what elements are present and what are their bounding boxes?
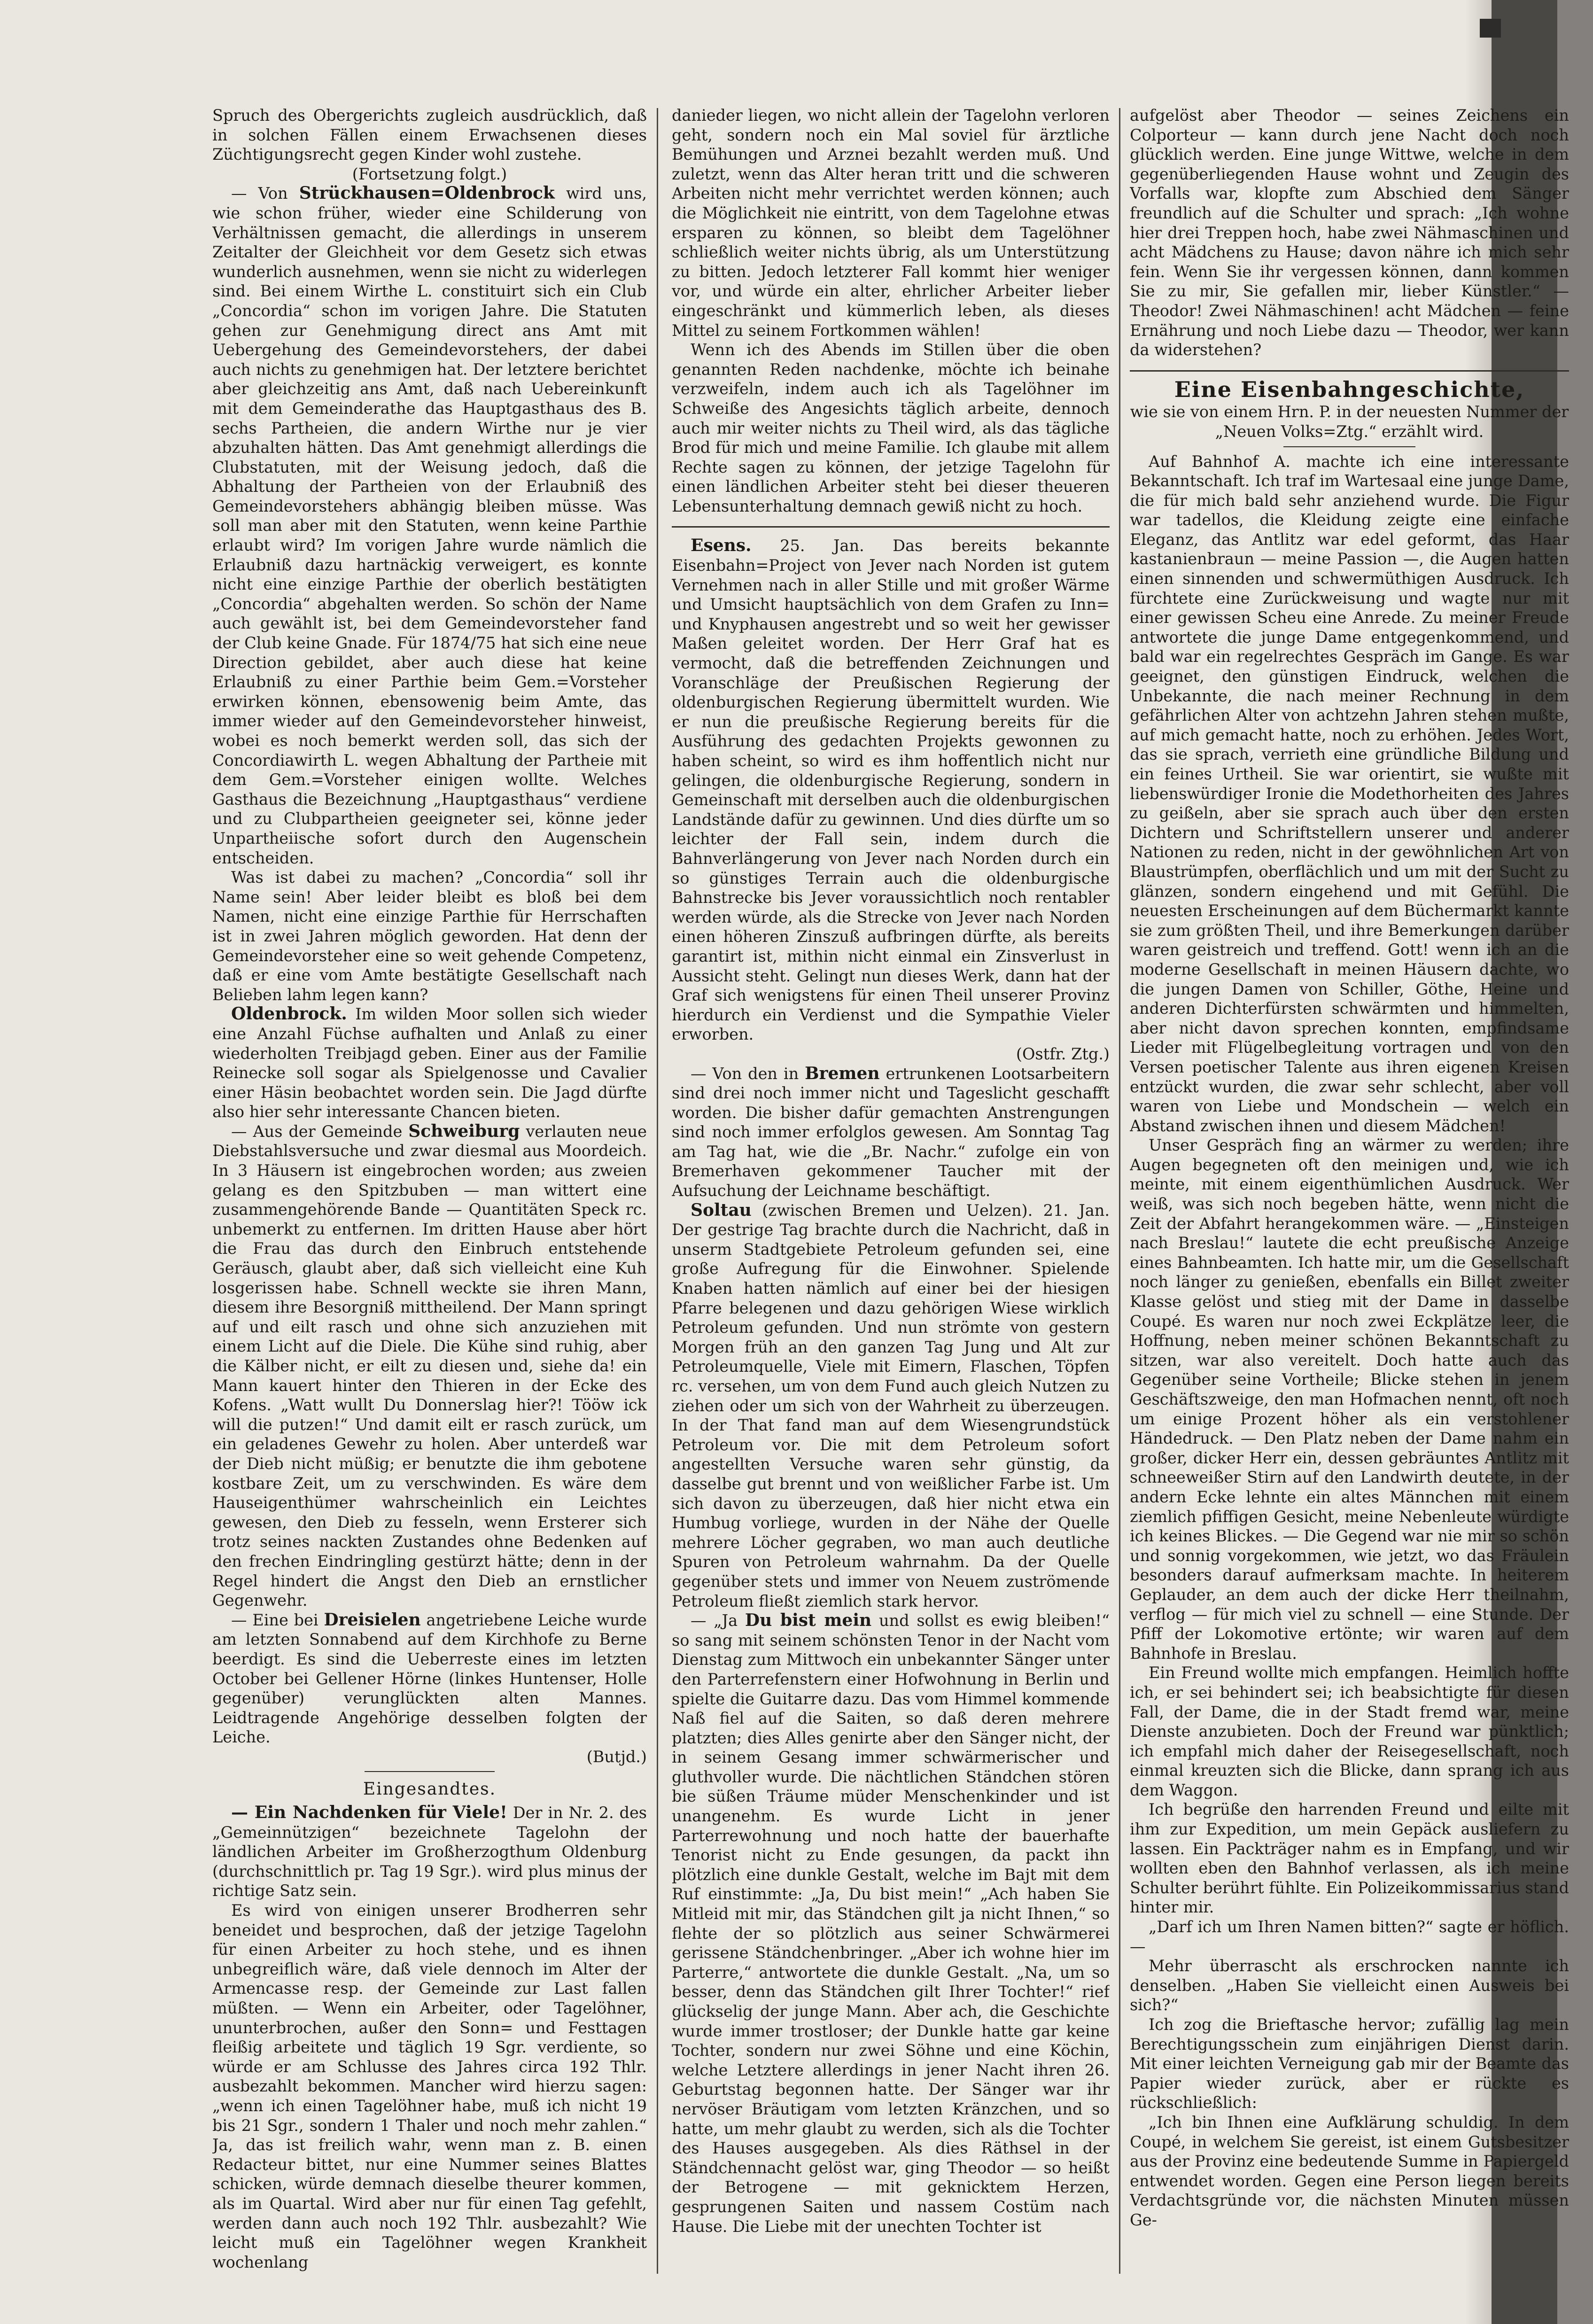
article-paragraph: Wenn ich des Abends im Stillen über die oben genannten Reden nachdenke, möchte ich beinahe verzweifeln, indem auch ich als Tagelöhner im Schweiße des Angesichts täglich arbeite, dennoch auch mir weiter nichts zu Theil wird, als das tägliche Brod für mich und meine Familie. Ich glaube mit allem Rechte sagen zu können, der jetzige Tagelohn für einen ländlichen Arbeiter steht bei dieser theueren Lebensunterhaltung demnach gewiß nicht zu hoch. xyxy=(672,341,1110,515)
article-title: Eine Eisenbahngeschichte, xyxy=(1174,376,1525,402)
article-paragraph: Mehr überrascht als erschrocken nannte ich denselben. „Haben Sie vielleicht einen Ausweis bei sich?“ xyxy=(1130,1957,1569,2014)
column-rule xyxy=(1119,108,1120,2274)
article-bremen xyxy=(672,1064,1110,1201)
article-schweiburg xyxy=(212,1122,647,1610)
article-text: (zwischen Bremen und Uelzen). 21. Jan. Der gestrige Tag brachte durch die Nachricht, daß in unserm Stadtgebiete Petroleum gefunden sei, eine große Aufregung für die Einwohner. Spielende Knaben hatten nämlich auf einer bei der hiesigen Pfarre belegenen und dazu gehörigen Wiese wirklich Petroleum gefunden. Und nun strömte von gestern Morgen früh an den ganzen Tag Jung und Alt zur Petroleumquelle, Viele mit Eimern, Flaschen, Töpfen rc. versehen, um von dem Fund auch gleich Nutzen zu ziehen oder um sich von der Wahrheit zu überzeugen. In der That fand man auf dem Wiesengrundstück Petroleum vor. Die mit dem Petroleum sofort angestellten Versuche waren sehr günstig, da dasselbe gut brennt und von weißlicher Farbe ist. Um sich davon zu überzeugen, daß hier nicht etwa ein Humbug vorliege, wurden in der Nähe der Quelle mehrere Löcher gegraben, wo man auch deutliche Spuren von Petroleum wahrnahm. Da der Quelle gegenüber stets und immer von Neuem zuströmende Petroleum fließt ziemlich stark hervor. xyxy=(672,1201,1110,1610)
place-heading: Esens. xyxy=(691,536,752,556)
article-subtitle: wie sie von einem Hrn. P. in der neuesten Nummer der „Neuen Volks=Ztg.“ erzählt wird. xyxy=(1130,403,1569,441)
article-dreisielen xyxy=(212,1610,647,1747)
article-text: 25. Jan. Das bereits bekannte Eisenbahn=Project von Jever nach Norden ist gutem Vernehmen nach in aller Stille und mit großer Wärme und Umsicht hauptsächlich von dem Grafen zu Inn= und Knyphausen angestrebt und so weit her gewisser Maßen geleitet worden. Der Herr Graf hat es vermocht, daß die betreffenden Zeichnungen und Voranschläge der Preußischen Regierung der oldenburgischen Regierung übermittelt wurden. Wie er nun die preußische Regierung bereits für die Ausführung des gedachten Projekts gewonnen zu haben scheint, so wird es ihm hoffentlich nicht nur gelingen, die oldenburgische Regierung, sondern in Gemeinschaft mit derselben auch die oldenburgischen Landstände dafür zu gewinnen. Und dies dürfte um so leichter der Fall sein, indem durch die Bahnverlängerung von Jever nach Norden durch ein so günstiges Terrain auch die oldenburgische Bahnstrecke bis Jever voraussichtlich noch rentabler werden würde, als die Strecke von Jever nach Norden einen höheren Zinszuß aufbringen dürfte, als bereits garantirt ist, mithin nicht einmal ein Zinsverlust in Aussicht steht. Gelingt nun dieses Werk, dann hat der Graf sich wenigstens für einen Theil unserer Provinz hierdurch ein Verdienst und die Sympathie Vieler erworben. xyxy=(672,536,1110,1044)
article-continuation: danieder liegen, wo nicht allein der Tagelohn verloren geht, sondern noch ein Mal soviel für ärztliche Bemühungen und Arznei bezahlt werden muß. Und zuletzt, wenn das Alter heran tritt und die schweren Arbeiten nicht mehr verrichtet werden können; auch die Möglichkeit nie eintritt, von dem Tagelohne etwas ersparen zu können, so bleibt dem Tagelöhner schließlich weiter nichts übrig, als um Unterstützung zu bitten. Jedoch letzterer Fall kommt hier weniger vor, und würde ein alter, ehrlicher Arbeiter lieber eingeschränkt und kümmerlich leben, als dieses Mittel zu seinem Fortkommen wählen! xyxy=(672,106,1110,340)
column-2 xyxy=(672,106,1110,2276)
article-text: und sollst es ewig bleiben!“ so sang mit seinem schönsten Tenor in der Nacht vom Dienstag zum Mittwoch ein unbekannter Sänger unter den Parterrefenstern einer Hofwohnung in Berlin und spielte die Guitarre dazu. Das vom Himmel kommende Naß fiel auf die Saiten, so daß deren mehrere platzten; dies Alles genirte aber den Sänger nicht, der in seinem Gesang immer schwärmerischer und gluthvoller wurde. Die nächtlichen Ständchen stören bie süßen Träume müder Menschenkinder und ist unangenehm. Es wurde Licht in jener Parterrewohnung und noch hatte der bauerhafte Tenorist nicht zu Ende gesungen, da packt ihn plötzlich eine dunkle Gestalt, welche im Bajt mit dem Ruf einstimmte: „Ja, Du bist mein!“ „Ach haben Sie Mitleid mit mir, das Ständchen gilt ja nicht Ihnen,“ so flehte der so plötzlich aus seiner Schwärmerei gerissene Ständchenbringer. „Aber ich wohne hier im Parterre,“ antwortete die dunkle Gestalt. „Na, um so besser, denn das Ständchen gilt Ihrer Tochter!“ rief glückselig der junge Mann. Aber ach, die Geschichte wurde immer trostloser; der Dunkle hatte gar keine Tochter, sondern nur zwei Söhne und eine Köchin, welche Letztere allerdings in jener Nacht ihren 26. Geburtstag begonnen hatte. Der Sänger war ihr nervöser Bräutigam vom letzten Kränzchen, und so hatte, um mehr glaubt zu werden, sich als die Tochter des Hauses ausgegeben. Als dies Räthsel in der Ständchennacht gelöst war, ging Theodor — so heißt der Betrogene — mit geknicktem Herzen, gesprungenen Saiten und nassem Costüm nach Hause. Die Liebe mit der unechten Tochter ist xyxy=(672,1611,1110,2236)
article-paragraph: Unser Gespräch fing an wärmer zu werden; ihre Augen begegneten oft den meinigen und, wie ich meinte, mit einem eigenthümlichen Ausdruck. Wer weiß, was sich noch begeben hätte, wenn nicht die Zeit der Abfahrt herangekommen wäre. — „Einsteigen nach Breslau!“ lautete die echt preußische Anzeige eines Bahnbeamten. Ich hatte mir, um die Gesellschaft noch länger zu genießen, ebenfalls ein Billet zweiter Klasse gelöst und stieg mit der Dame in dasselbe Coupé. Es waren nur noch zwei Eckplätze leer, die Hoffnung, neben meiner schönen Bekanntschaft zu sitzen, war also vereitelt. Doch hatte auch das Gegenüber seine Vortheile; Blicke stehen in jenem Geschäftszweige, den man Hofmachen nennt, oft noch um einige Prozent höher als ein verstohlener Händedruck. — Den Platz neben der Dame nahm ein großer, dicker Herr ein, dessen gebräuntes Antlitz mit schneeweißer Stirn auf den Landwirth deutete, in der andern Ecke lehnte ein altes Männchen mit einem ziemlich pfiffigen Gesicht, meine Nebenleute würdigte ich keines Blickes. — Die Gegend war nie mir so schön und sonnig vorgekommen, wie jetzt, wo das Fräulein besonders darauf aufmerksam machte. In heiterem Geplauder, an dem auch der dicke Herr theilnahm, verflog — für mich viel zu schnell — eine Stunde. Der Pfiff der Lokomotive ertönte; wir waren auf dem Bahnhofe in Breslau. xyxy=(1130,1136,1569,1663)
article-strueckhausen xyxy=(212,184,647,868)
article-continuation: Spruch des Obergerichts zugleich ausdrücklich, daß in solchen Fällen einem Erwachsenen dieses Züchtigungsrecht gegen Kinder wohl zustehe. xyxy=(212,106,647,164)
place-heading: Schweiburg xyxy=(408,1121,520,1141)
article-text: wird uns, wie schon früher, wieder eine Schilderung von Verhältnissen gemacht, die allerdings in unserem Zeitalter der Gleichheit vor dem Gesetz sich etwas wunderlich ausnehmen, wenn sie nicht zu widerlegen sind. Bei einem Wirthe L. constituirt sich ein Club „Concordia“ schon im vorigen Jahre. Die Statuten gehen zur Genehmigung direct ans Amt mit Uebergehung des Gemeindevorstehers, der dabei auch nichts zu genehmigen hat. Der letztere berichtet aber gleichzeitig ans Amt, daß nach Uebereinkunft mit dem Gemeinderathe das Hauptgasthaus des B. sechs Partheien, die andern Wirthe nur je vier abzuhalten hätten. Das Amt genehmigt allerdings die Clubstatuten, mit der Weisung jedoch, daß die Abhaltung der Partheien von der Erlaubniß des Gemeindevorstehers abhängig bleiben müsse. Was soll man aber mit den Statuten, wenn keine Parthie erlaubt wird? Im vorigen Jahre wurde nämlich die Erlaubniß dazu hartnäckig verweigert, es konnte nicht eine einzige Parthie der oberlich bestätigten „Concordia“ abgehalten werden. So schön der Name auch gewählt ist, bei dem Gemeindevorsteher fand der Club keine Gnade. Für 1874/75 hat sich eine neue Direction gebildet, aber auch diese hat keine Erlaubniß zu einer Parthie beim Gem.=Vorsteher erwirken können, ebensowenig beim Amte, das immer wieder auf den Gemeindevorsteher hinweist, wobei es noch bemerkt werden soll, das sich der Concordiawirth L. wegen Abhaltung der Partheie mit dem Gem.=Vorsteher einigen wollte. Welches Gasthaus die Bezeichnung „Hauptgasthaus“ verdiene und zu Clubpartheien geeigneter sei, könne jeder Unpartheiische sofort durch den Augenschein entscheiden. xyxy=(212,184,647,867)
article-soltau xyxy=(672,1201,1110,1611)
article-text: ertrunkenen Lootsarbeitern sind drei noch immer nicht und Tageslicht geschafft worden. Die bisher dafür gemachten Anstrengungen sind noch immer erfolglos gewesen. Am Sonntag Tag am Tag hat, wie die „Br. Nachr.“ zufolge ein von Bremerhaven gekommener Taucher mit der Aufsuchung der Leichname beschäftigt. xyxy=(672,1064,1110,1200)
scanner-marker xyxy=(1480,19,1501,38)
article-du-bist-mein xyxy=(672,1611,1110,2236)
article-text: angetriebene Leiche wurde am letzten Sonnabend auf dem Kirchhofe zu Berne beerdigt. Es sind die Ueberreste eines im letzten October bei Gellener Hörne (linkes Huntenser, Holle gegenüber) verunglückten alten Mannes. Leidtragende Angehörige desselben folgten der Leiche. xyxy=(212,1610,647,1747)
place-heading: Bremen xyxy=(805,1063,880,1083)
continuation-note: (Fortsetzung folgt.) xyxy=(352,164,507,183)
article-divider xyxy=(672,526,1110,528)
column-rule xyxy=(657,108,658,2274)
article-paragraph: Auf Bahnhof A. machte ich eine interessante Bekanntschaft. Ich traf im Wartesaal eine junge Dame, die für mich bald sehr anziehend wurde. Die Figur war tadellos, die Kleidung zeigte eine einfache Eleganz, das Antlitz war edel geformt, das Haar kastanienbraun — meine Passion —, die Augen hatten einen sinnenden und schwermüthigen Ausdruck. Ich fürchtete eine Zurückweisung und wagte nur mit einer gewissen Scheu eine Anrede. Zu meiner Freude antwortete die junge Dame entgegenkommend, und bald war ein regelrechtes Gespräch im Gange. Es war geeignet, den günstigen Eindruck, welchen die Unbekannte, die nach meiner Rechnung in dem gefährlichen Alter von achtzehn Jahren stehen mußte, auf mich gemacht hatte, noch zu erhöhen. Jedes Wort, das sie sprach, verrieth eine gründliche Bildung und ein feines Urtheil. Sie war orientirt, sie wußte mit liebenswürdiger Ironie die Modethorheiten des Jahres zu geißeln, aber sie sprach auch über den ersten Dichtern und Schriftstellern unserer und anderer Nationen zu reden, nicht in der gewöhnlichen Art von Blaustrümpfen, oberflächlich und um mit der Sucht zu glänzen, sondern eingehend und mit Gefühl. Die neuesten Erscheinungen auf dem Büchermarkt kannte sie zum größten Theil, und ihre Bemerkungen darüber waren geistreich und treffend. Gott! wenn ich an die moderne Gesellschaft in meinen Häusern dachte, wo die jungen Damen von Schiller, Göthe, Heine und anderen Dichterfürsten schwärmten und himmelten, aber nicht davon sprechen konnten, empfindsame Lieder mit Flügelbegleitung vortragen und von den Versen poetischer Talente aus ihren eigenen Kreisen entzückt wurden, die zwar sehr schlecht, aber voll waren von Liebe und Mondschein — welch ein Abstand zwischen ihnen und diesem Mädchen! xyxy=(1130,452,1569,1135)
article-paragraph: Was ist dabei zu machen? „Concordia“ soll ihr Name sein! Aber leider bleibt es bloß bei dem Namen, nicht eine einzige Parthie für Herrschaften ist in zwei Jahren möglich geworden. Hat denn der Gemeindevorsteher eine so weit gehende Competenz, daß er eine vom Amte bestätigte Gesellschaft nach Belieben lahm legen kann? xyxy=(212,868,647,1004)
place-heading: Dreisielen xyxy=(324,1609,421,1630)
title-divider xyxy=(1283,446,1415,447)
dash-lead: — „Ja xyxy=(691,1611,738,1630)
article-esens xyxy=(672,536,1110,1044)
article-text: verlauten neue Diebstahlsversuche und zwar diesmal aus Moordeich. In 3 Häusern ist eingebrochen worden; aus zweien gelang es den Spitzbuben — man wittert eine zusammengehörende Bande — Quantitäten Speck rc. unbemerkt zu entfernen. Im dritten Hause aber hört die Frau das durch den Einbruch entstehende Geräusch, glaubt aber, daß sich vielleicht eine Kuh losgerissen habe. Schnell weckte sie ihren Mann, diesem ihre Besorgniß mittheilend. Der Mann springt auf und eilt rasch und ohne sich anzuziehen mit einem Licht auf die Diele. Die Kühe sind ruhig, aber die Kälber nicht, er eilt zu diesen und, siehe da! ein Mann kauert hinter den Thieren in der Ecke des Kofens. „Watt wullt Du Donnerslag hier?! Tööw ick will die putzen!“ Und damit eilt er rasch zurück, um ein geladenes Gewehr zu holen. Aber unterdeß war der Dieb nicht müßig; er benutzte die ihm gebotene kostbare Zeit, um zu verschwinden. Es wäre dem Hauseigenthümer wahrscheinlich ein Leichtes gewesen, den Dieb zu fesseln, wenn Ersterer sich trotz seines nackten Zustandes ohne Bedenken auf den frechen Eindringling gestürzt hätte; denn in der Regel hindert die Angst den Dieb an ernstlicher Gegenwehr. xyxy=(212,1122,647,1610)
article-text: Der in Nr. 2. des „Gemeinnützigen“ bezeichnete Tagelohn der ländlichen Arbeiter im Großherzogthum Oldenburg (durchschnittlich pr. Tag 19 Sgr.). wird plus minus der richtige Satz sein. xyxy=(212,1803,647,1900)
article-oldenbrock xyxy=(212,1004,647,1122)
article-text: Im wilden Moor sollen sich wieder eine Anzahl Füchse aufhalten und Anlaß zu einer wiederholten Treibjagd geben. Einer aus der Familie Reinecke soll sogar als Spielgenosse und Cavalier einer Häsin beobachtet worden sein. Die Jagd dürfte also hier sehr interessante Chancen bieten. xyxy=(212,1005,647,1121)
article-nachdenken xyxy=(212,1803,647,1901)
place-heading: Strückhausen=Oldenbrock xyxy=(299,183,555,203)
source-note: (Butjd.) xyxy=(586,1747,647,1766)
place-heading: Soltau xyxy=(691,1200,752,1220)
section-heading: Eingesandtes. xyxy=(363,1780,497,1799)
phrase-heading: Du bist mein xyxy=(745,1610,872,1631)
article-paragraph: Ich zog die Brieftasche hervor; zufällig lag mein Berechtigungsschein zum einjährigen Dienst darin. Mit einer leichten Verneigung gab mir der Beamte das Papier wieder zurück, aber er rückte es rückschließlich: xyxy=(1130,2015,1569,2112)
dash-lead: — Von den in xyxy=(691,1064,799,1083)
article-paragraph: Ich begrüße den harrenden Freund und eilte mit ihm zur Expedition, um mein Gepäck ausliefern zu lassen. Ein Packträger nahm es in Empfang, und wir wollten eben den Bahnhof verlassen, als ich meine Schulter berührt fühlte. Ein Polizeikommissarius stand hinter mir. xyxy=(1130,1800,1569,1917)
source-note: (Ostfr. Ztg.) xyxy=(1016,1044,1110,1063)
column-3 xyxy=(1130,106,1569,2276)
article-continuation: aufgelöst aber Theodor — seines Zeichens ein Colporteur — kann durch jene Nacht doch noch glücklich werden. Eine junge Wittwe, welche in dem gegenüberliegenden Hause wohnt und Zeugin des Vorfalls war, klopfte zum Abschied dem Sänger freundlich auf die Schulter und sprach: „Ich wohne hier drei Treppen hoch, habe zwei Nähmaschinen und acht Mädchens zu Hause; davon nähre ich mich sehr fein. Wenn Sie ihr vergessen können, dann kommen Sie zu mir, Sie gefallen mir, lieber Künstler.“ — Theodor! Zwei Nähmaschinen! acht Mädchen — feine Ernährung und noch Liebe dazu — Theodor, wer kann da widerstehen? xyxy=(1130,106,1569,359)
section-divider xyxy=(365,1771,495,1772)
article-paragraph: Ein Freund wollte mich empfangen. Heimlich hoffte ich, er sei behindert sei; ich beabsichtigte für diesen Fall, der Dame, die in der Stadt fremd war, meine Dienste anzubieten. Doch der Freund war pünktlich; ich empfahl mich daher der Reisegesellschaft, noch einmal kreuzten sich die Blicke, dann sprang ich aus dem Waggon. xyxy=(1130,1663,1569,1799)
article-paragraph: Es wird von einigen unserer Brodherren sehr beneidet und besprochen, daß der jetzige Tagelohn für einen Arbeiter zu hoch stehe, und es ihnen unbegreiflich wäre, daß viele dennoch im Alter der Armencasse resp. der Gemeinde zur Last fallen müßten. — Wenn ein Arbeiter, oder Tagelöhner, ununterbrochen, außer den Sonn= und Festtagen fleißig arbeitete und täglich 19 Sgr. verdiente, so würde er am Schlusse des Jahres circa 192 Thlr. ausbezahlt bekommen. Mancher wird hierzu sagen: „wenn ich einen Tagelöhner habe, muß ich nicht 19 bis 21 Sgr., sondern 1 Thaler und noch mehr zahlen.“ Ja, das ist freilich wahr, wenn man z. B. einen Redacteur bittet, nur eine Nummer seines Blattes schicken, würde demnach dieselbe theurer kommen, als im Quartal. Wird aber nur für einen Tag gefehlt, werden dann auch noch 192 Thlr. ausbezahlt? Wie leicht muß ein Tagelöhner wegen Krankheit wochenlang xyxy=(212,1901,647,2271)
column-1 xyxy=(212,106,647,2276)
article-heading: — Ein Nachdenken für Viele! xyxy=(231,1803,507,1823)
place-heading: Oldenbrock. xyxy=(231,1004,347,1024)
article-paragraph: „Ich bin Ihnen eine Aufklärung schuldig. In dem Coupé, in welchem Sie gereist, ist einem Gutsbesitzer aus der Provinz eine bedeutende Summe in Papiergeld entwendet worden. Gegen eine Person liegen bereits Verdachtsgründe vor, die nächsten Minuten müssen Ge- xyxy=(1130,2113,1569,2229)
article-paragraph: „Darf ich um Ihren Namen bitten?“ sagte er höflich. — xyxy=(1130,1918,1569,1956)
dash-lead: — Von xyxy=(231,184,288,203)
dash-lead: — Eine bei xyxy=(231,1610,319,1629)
article-divider xyxy=(1130,370,1569,372)
dash-lead: — Aus der Gemeinde xyxy=(231,1122,403,1141)
